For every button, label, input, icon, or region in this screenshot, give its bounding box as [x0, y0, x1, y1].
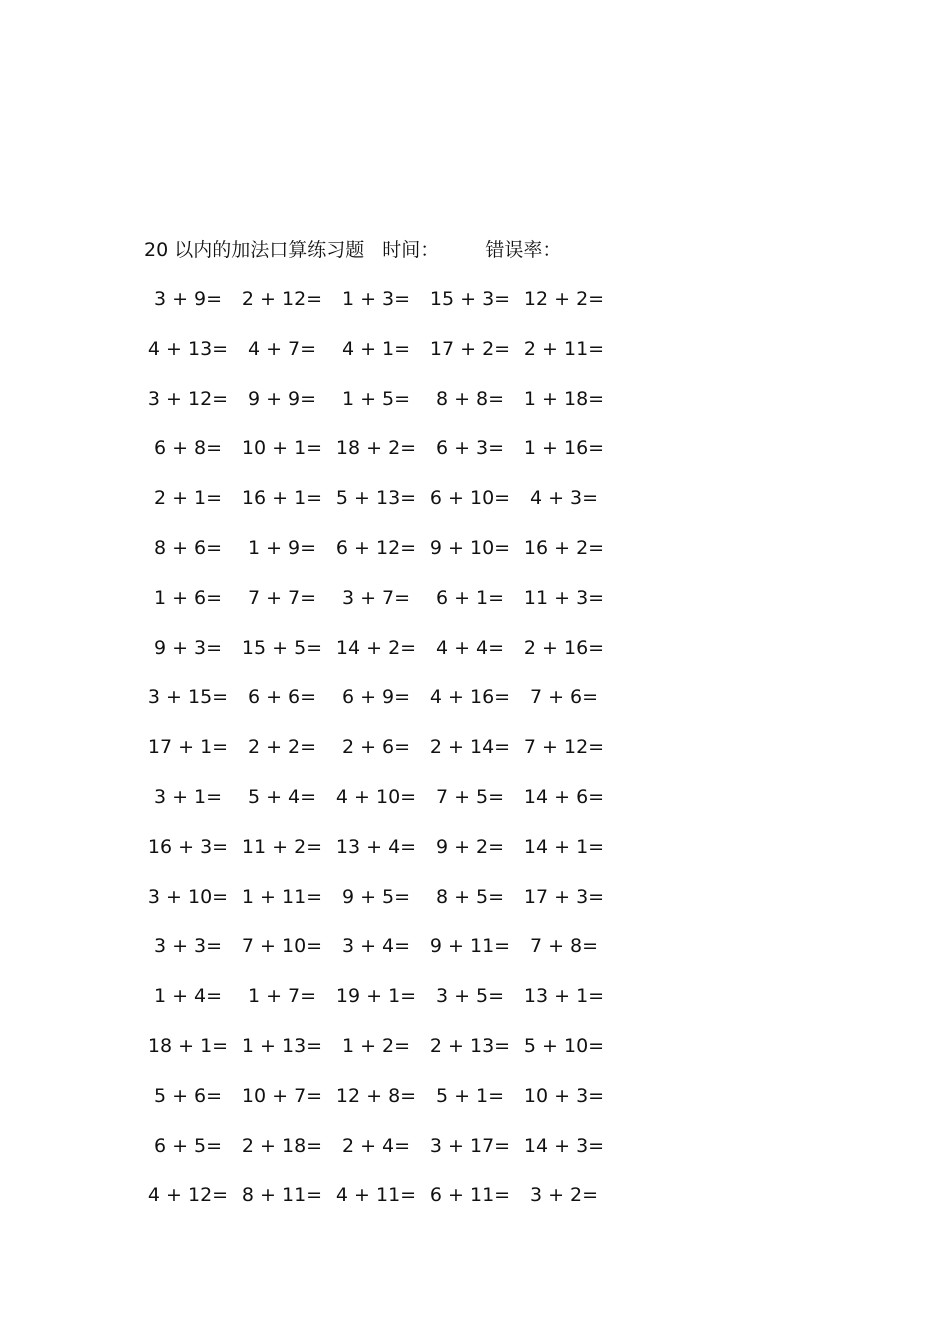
problem-item: 7 + 12= [523, 736, 605, 759]
problem-item: 1 + 18= [523, 387, 605, 410]
problem-item: 4 + 7= [247, 337, 317, 360]
problem-item: 5 + 1= [435, 1084, 505, 1107]
problem-item: 9 + 5= [341, 885, 411, 908]
problem-item: 3 + 9= [153, 288, 223, 310]
problem-item: 14 + 1= [523, 835, 605, 858]
problem-item: 10 + 1= [241, 437, 323, 460]
problem-item: 1 + 16= [523, 437, 605, 460]
problem-item: 6 + 1= [435, 586, 505, 609]
problem-row [140, 1032, 620, 1060]
problem-item: 2 + 12= [241, 288, 323, 310]
worksheet-title: 20 以内的加法口算练习题 [144, 239, 365, 261]
problem-row [140, 634, 620, 662]
time-label: 时间： [382, 239, 440, 261]
problem-item: 2 + 2= [247, 736, 317, 759]
problem-row [140, 335, 620, 363]
problem-item: 16 + 2= [523, 537, 605, 559]
problem-row [140, 385, 620, 413]
problem-item: 2 + 1= [153, 487, 223, 510]
problem-item: 3 + 12= [147, 387, 229, 410]
problem-row [140, 932, 620, 960]
problem-item: 3 + 10= [147, 885, 229, 908]
problem-item: 1 + 13= [241, 1035, 323, 1057]
worksheet-header [144, 236, 561, 264]
problem-row [140, 434, 620, 462]
problem-item: 19 + 1= [335, 985, 417, 1008]
problem-row [140, 1132, 620, 1160]
problem-item: 1 + 6= [153, 586, 223, 609]
problem-item: 1 + 7= [247, 985, 317, 1008]
problem-row [140, 484, 620, 512]
problem-item: 2 + 11= [523, 337, 605, 360]
problem-item: 18 + 1= [147, 1035, 229, 1057]
problem-item: 4 + 3= [529, 487, 599, 510]
problem-item: 17 + 2= [429, 337, 511, 360]
problem-item: 11 + 2= [241, 835, 323, 858]
problem-item: 6 + 12= [335, 537, 417, 559]
problem-item: 15 + 3= [429, 288, 511, 310]
problem-item: 6 + 11= [429, 1184, 511, 1207]
problem-item: 5 + 13= [335, 487, 417, 510]
problem-item: 8 + 8= [435, 387, 505, 410]
problem-item: 3 + 3= [153, 935, 223, 958]
problem-item: 16 + 3= [147, 835, 229, 858]
problem-item: 12 + 8= [335, 1084, 417, 1107]
problem-row [140, 534, 620, 562]
problem-row [140, 285, 620, 313]
problem-item: 1 + 3= [341, 288, 411, 310]
problem-item: 15 + 5= [241, 636, 323, 659]
problem-row [140, 584, 620, 612]
problem-item: 3 + 1= [153, 786, 223, 808]
problem-item: 7 + 10= [241, 935, 323, 958]
problem-item: 6 + 8= [153, 437, 223, 460]
problem-item: 8 + 11= [241, 1184, 323, 1207]
problem-item: 11 + 3= [523, 586, 605, 609]
problem-item: 9 + 10= [429, 537, 511, 559]
problem-item: 5 + 10= [523, 1035, 605, 1057]
problem-item: 10 + 7= [241, 1084, 323, 1107]
problem-item: 16 + 1= [241, 487, 323, 510]
problem-item: 3 + 15= [147, 686, 229, 709]
problem-row [140, 733, 620, 761]
problem-item: 7 + 6= [529, 686, 599, 709]
problem-row [140, 833, 620, 861]
problem-row [140, 1082, 620, 1110]
problem-item: 17 + 1= [147, 736, 229, 759]
problem-item: 2 + 16= [523, 636, 605, 659]
problem-item: 5 + 4= [247, 786, 317, 808]
problem-item: 17 + 3= [523, 885, 605, 908]
problem-row [140, 1181, 620, 1209]
problem-item: 4 + 4= [435, 636, 505, 659]
problem-item: 4 + 16= [429, 686, 511, 709]
problem-item: 13 + 1= [523, 985, 605, 1008]
problem-item: 4 + 12= [147, 1184, 229, 1207]
problem-item: 6 + 3= [435, 437, 505, 460]
problem-item: 4 + 10= [335, 786, 417, 808]
problem-row [140, 982, 620, 1010]
problem-item: 12 + 2= [523, 288, 605, 310]
problem-item: 1 + 5= [341, 387, 411, 410]
problem-item: 2 + 4= [341, 1134, 411, 1157]
problem-item: 2 + 14= [429, 736, 511, 759]
problem-item: 7 + 5= [435, 786, 505, 808]
problem-item: 6 + 9= [341, 686, 411, 709]
problem-item: 1 + 9= [247, 537, 317, 559]
problem-item: 3 + 4= [341, 935, 411, 958]
problem-item: 4 + 13= [147, 337, 229, 360]
problem-item: 9 + 3= [153, 636, 223, 659]
problem-item: 9 + 9= [247, 387, 317, 410]
problem-item: 9 + 11= [429, 935, 511, 958]
problem-item: 10 + 3= [523, 1084, 605, 1107]
problem-item: 7 + 7= [247, 586, 317, 609]
problem-item: 8 + 6= [153, 537, 223, 559]
problem-item: 2 + 18= [241, 1134, 323, 1157]
error-rate-label: 错误率： [485, 239, 562, 261]
problem-item: 14 + 3= [523, 1134, 605, 1157]
problem-item: 1 + 4= [153, 985, 223, 1008]
problem-item: 7 + 8= [529, 935, 599, 958]
problem-item: 14 + 6= [523, 786, 605, 808]
problem-item: 4 + 1= [341, 337, 411, 360]
problem-item: 1 + 2= [341, 1035, 411, 1057]
problem-item: 9 + 2= [435, 835, 505, 858]
problem-row [140, 683, 620, 711]
problem-row [140, 883, 620, 911]
problem-item: 1 + 11= [241, 885, 323, 908]
problem-item: 4 + 11= [335, 1184, 417, 1207]
problem-row [140, 783, 620, 811]
problem-item: 3 + 5= [435, 985, 505, 1008]
problem-item: 8 + 5= [435, 885, 505, 908]
problem-item: 13 + 4= [335, 835, 417, 858]
problem-item: 3 + 2= [529, 1184, 599, 1207]
problem-item: 6 + 6= [247, 686, 317, 709]
problem-item: 6 + 5= [153, 1134, 223, 1157]
problem-item: 3 + 17= [429, 1134, 511, 1157]
problem-item: 2 + 6= [341, 736, 411, 759]
problem-item: 3 + 7= [341, 586, 411, 609]
problem-item: 5 + 6= [153, 1084, 223, 1107]
problem-item: 14 + 2= [335, 636, 417, 659]
problem-item: 6 + 10= [429, 487, 511, 510]
problem-item: 2 + 13= [429, 1035, 511, 1057]
problem-item: 18 + 2= [335, 437, 417, 460]
